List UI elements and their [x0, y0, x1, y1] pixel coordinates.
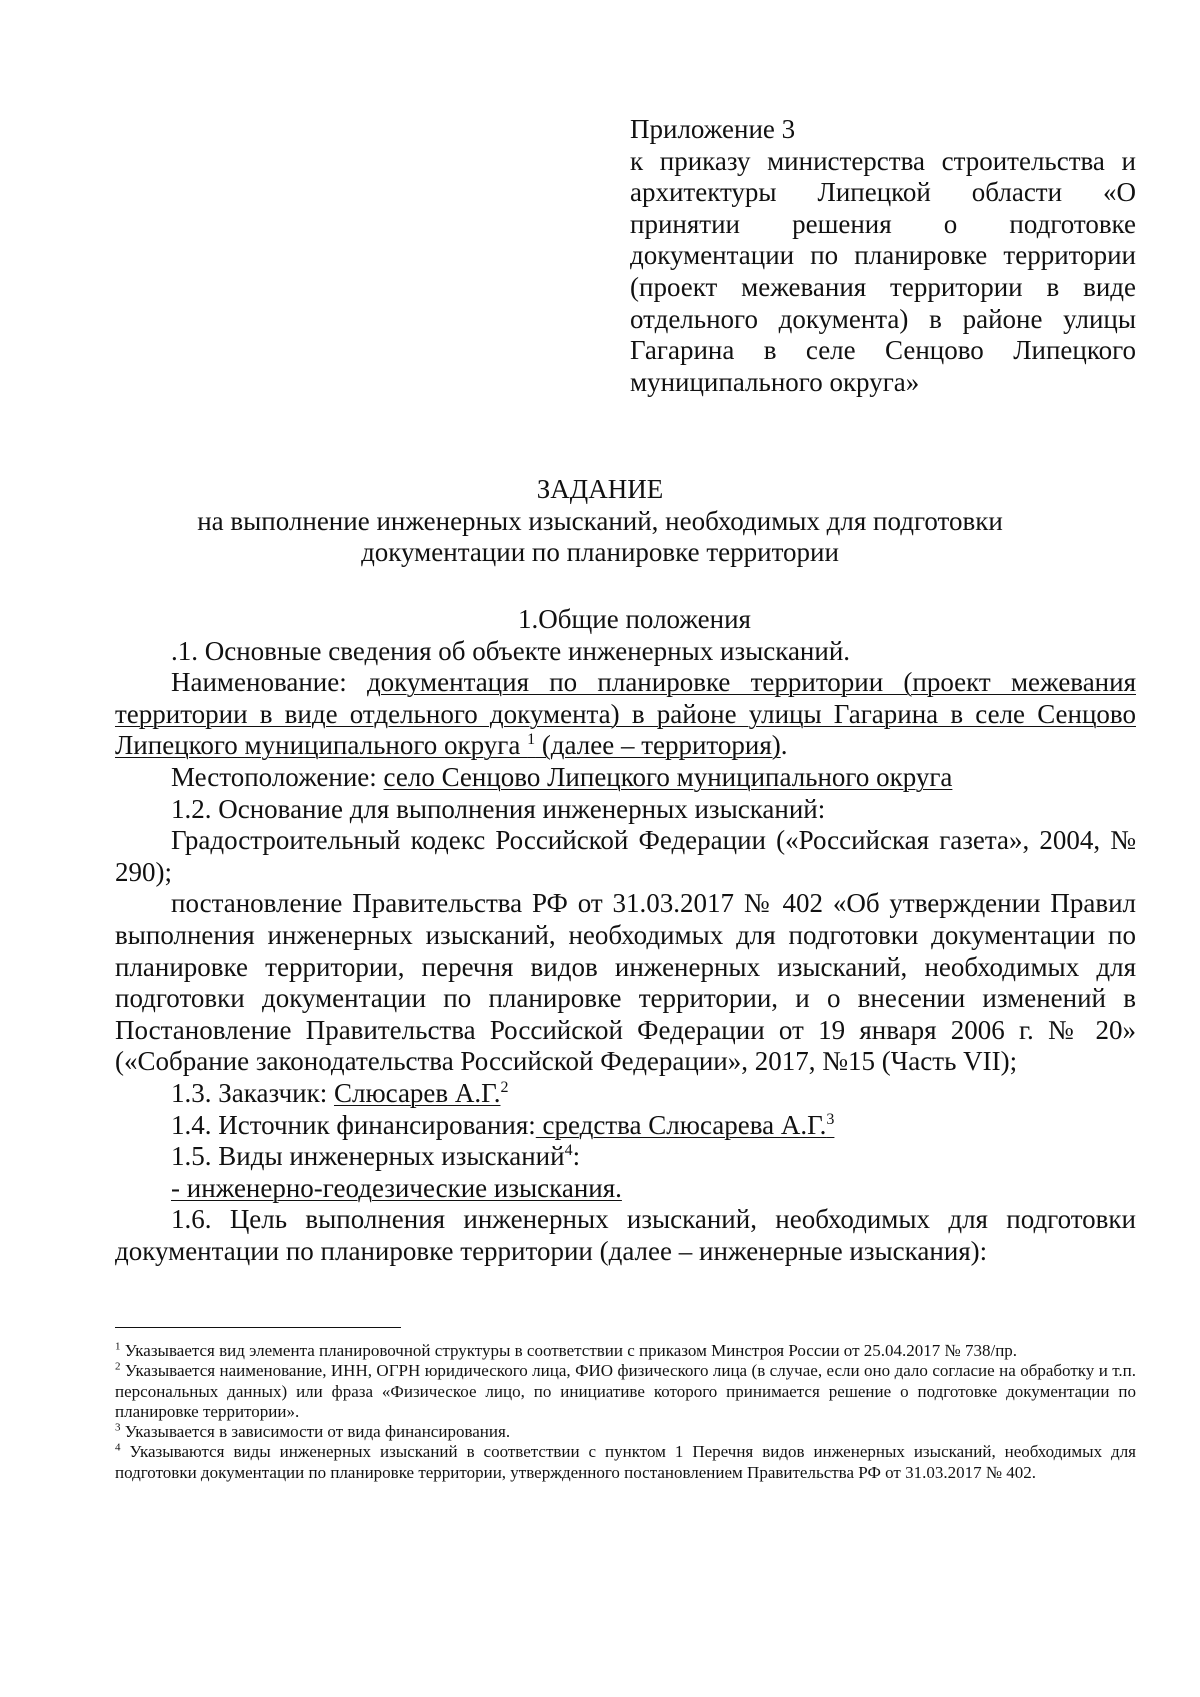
footnote-1: $^1$ Указывается вид элемента планировочной структуры в соответствии с приказом Минстроя России от 25.04.2017 № 738/пр.: [115, 1340, 1018, 1360]
footnote-ref-2: 2: [500, 1078, 509, 1096]
footnote-separator: [115, 1327, 401, 1328]
section-1-1: .1. Основные сведения об объекте инженерных изысканий.: [171, 635, 851, 666]
footnote-3: $^3$ Указывается в зависимости от вида финансирования.: [115, 1421, 511, 1442]
object-name-label: Наименование:: [171, 667, 367, 698]
section-1-2: 1.2. Основание для выполнения инженерных изысканий:: [171, 793, 826, 824]
section-heading-general: 1.Общие положения: [518, 604, 751, 634]
basis-government-decree: постановление Правительства РФ от 31.03.2017 № 402 «Об утверждении Правил выполнения инженерных изысканий, необходимых для подготовки документации по планировке территории, перечня видов инженерных изысканий, необходимых для подготовки документации по планировке территории, и о внесении изменений в Постановление Правительства Российской Федерации от 19 января 2006 г. № 20» («Собрание законодательства Российской Федерации», 2017, №15 (Часть VII);: [115, 888, 1136, 1077]
section-1-4: 1.4. Источник финансирования: средства Слюсарева А.Г.$^3$: [171, 1109, 835, 1140]
section-1-5: 1.5. Виды инженерных изысканий$^4$:: [171, 1141, 581, 1172]
annex-number: Приложение 3: [630, 114, 796, 144]
object-name-paragraph: Наименование: документация по планировке территории (проект межевания территории в виде отдельного документа) в районе улицы Гагарина в селе Сенцово Липецкого муниципального округа $^1$ (далее – территория).: [115, 667, 1136, 761]
funding-value: средства Слюсарева А.Г.$^3$: [535, 1109, 835, 1140]
footnote-ref-1: 1: [527, 731, 536, 749]
section-1-3: 1.3. Заказчик: Слюсарев А.Г.$^2$: [171, 1077, 509, 1108]
document-body: [115, 604, 1136, 1267]
location-label: Местоположение:: [171, 761, 384, 792]
location-value: село Сенцово Липецкого муниципального округа: [383, 761, 953, 792]
footnotes: [115, 1341, 1136, 1483]
footnote-4: $^4$ Указываются виды инженерных изысканий в соответствии с пунктом 1 Перечня видов инженерных изысканий, необходимых для подготовки документации по планировке территории, утвержденного постановлением Правительства РФ от 31.03.2017 № 402.: [115, 1441, 1136, 1482]
footnote-ref-4: 4: [564, 1142, 573, 1160]
section-1-6: 1.6. Цель выполнения инженерных изысканий, необходимых для подготовки документации по планировке территории (далее – инженерные изыскания):: [115, 1204, 1136, 1266]
annex-text: к приказу министерства строительства и архитектуры Липецкой области «О принятии решения о подготовке документации по планировке территории (проект межевания территории в виде отдельного документа) в районе улицы Гагарина в селе Сенцово Липецкого муниципального округа»: [630, 145, 1136, 397]
basis-urban-code: Градостроительный кодекс Российской Федерации («Российская газета», 2004, № 290);: [115, 825, 1136, 887]
location-paragraph: [115, 762, 1136, 794]
object-name-value: документация по планировке территории (проект межевания территории в виде отдельного документа) в районе улицы Гагарина в селе Сенцово Липецкого муниципального округа $^1$ (далее – территория): [115, 667, 1136, 761]
footnote-ref-3: 3: [826, 1110, 835, 1128]
customer-value: Слюсарев А.Г.: [333, 1077, 501, 1108]
document-title: [0, 474, 1200, 569]
title-line-2: на выполнение инженерных изысканий, необходимых для подготовки: [197, 505, 1003, 536]
title-line-3: документации по планировке территории: [361, 537, 839, 568]
annex-block: [630, 114, 1136, 398]
survey-type-item: - инженерно-геодезические изыскания.: [171, 1172, 622, 1203]
footnote-2: $^2$ Указывается наименование, ИНН, ОГРН юридического лица, ФИО физического лица (в случае, если оно дало согласие на обработку и т.п. персональных данных) или фраза «Физическое лицо, по инициативе которого принимается решение о подготовке документации по планировке территории».: [115, 1360, 1136, 1421]
title-heading: ЗАДАНИЕ: [536, 474, 664, 504]
